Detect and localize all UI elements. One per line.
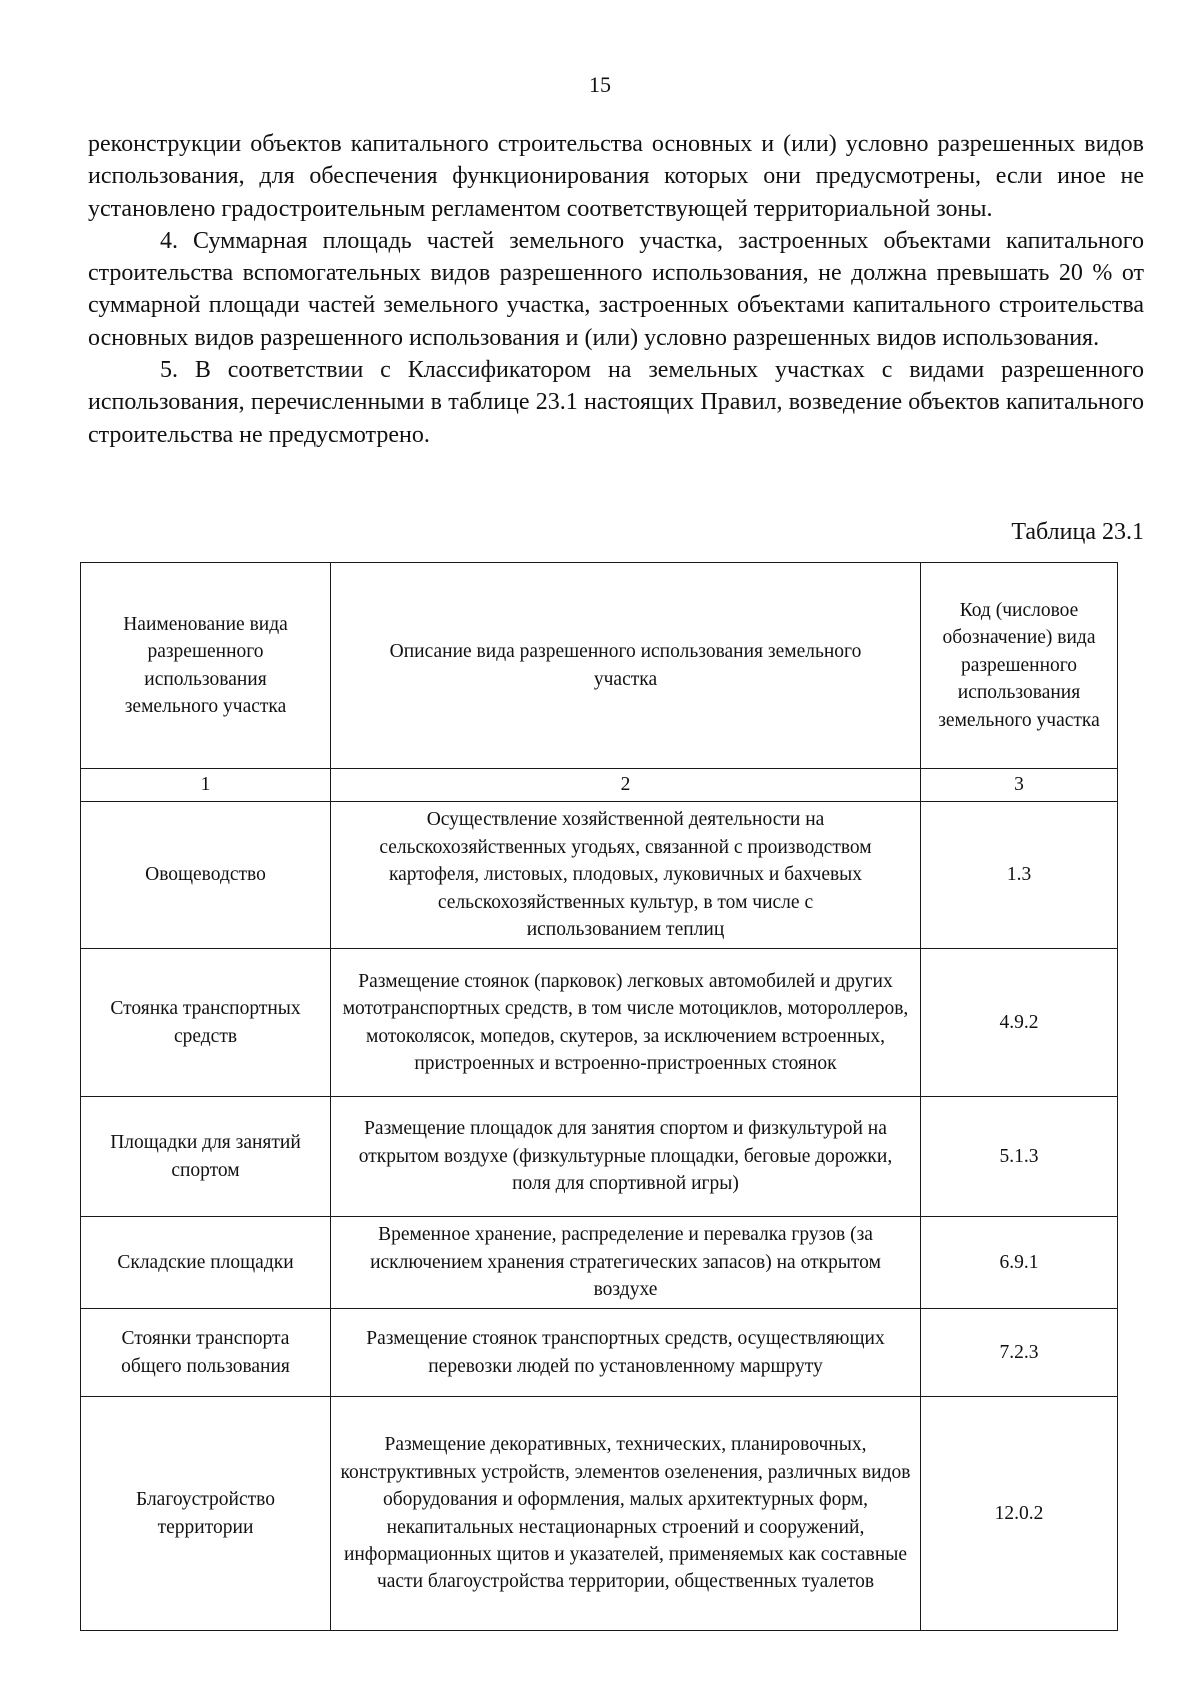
header-name-text: Наименование вида разрешенного использования земельного участка: [123, 613, 288, 717]
row-description-text: Временное хранение, распределение и перевалка грузов (за исключением хранения стратегических запасов) на открытом воздухе: [370, 1224, 881, 1301]
row-name: [81, 1097, 331, 1217]
header-code-text: Код (числовое обозначение) вида разрешенного использования земельного участка: [938, 599, 1100, 731]
header-description: [331, 563, 921, 769]
paragraph-item-4: 4. Суммарная площадь частей земельного участка, застроенных объектами капитального строительства вспомогательных видов разрешенного использования, не должна превышать 20 % от суммарной площади частей земельного участка, застроенных объектами капитального строительства основных видов разрешенного использования и (или) условно разрешенных видов использования.: [88, 227, 1144, 351]
row-description-text: Размещение площадок для занятия спортом и физкультурой на открытом воздухе (физкультурные площадки, беговые дорожки, поля для спортивной игры): [358, 1118, 893, 1195]
table-header-row: [81, 563, 1118, 769]
row-description-text: Размещение стоянок (парковок) легковых автомобилей и других мототранспортных средств, в том числе мотоциклов, мотороллеров, мотоколясок, мопедов, скутеров, за исключением встроенных, пристроенных и встроенно-пристроенных стоянок: [342, 970, 909, 1074]
row-name: [81, 1309, 331, 1397]
row-description: [331, 949, 921, 1097]
row-name: Овощеводство: [81, 802, 331, 949]
column-number: 2: [331, 769, 921, 802]
table-row: [81, 1309, 1118, 1397]
row-description-text: Размещение стоянок транспортных средств, осуществляющих перевозки людей по установленному маршруту: [366, 1328, 885, 1377]
row-description-text: Осуществление хозяйственной деятельности на сельскохозяйственных угодьях, связанной с производством картофеля, листовых, плодовых, луковичных и бахчевых сельскохозяйственных культур, в том числе с использованием теплиц: [379, 809, 872, 941]
row-description: [331, 1217, 921, 1309]
row-name: [81, 1397, 331, 1631]
row-name-text: Площадки для занятий спортом: [110, 1132, 301, 1181]
row-name-text: Благоустройство территории: [136, 1489, 275, 1538]
row-code: 5.1.3: [921, 1097, 1118, 1217]
page-number: 15: [589, 72, 611, 97]
row-code: 4.9.2: [921, 949, 1118, 1097]
header-name: [81, 563, 331, 769]
land-use-table: [80, 562, 1118, 1631]
table-row: [81, 1097, 1118, 1217]
header-description-text: Описание вида разрешенного использования земельного участка: [389, 641, 862, 690]
column-number: 3: [921, 769, 1118, 802]
row-description-text: Размещение декоративных, технических, планировочных, конструктивных устройств, элементов озеленения, различных видов оборудования и оформления, малых архитектурных форм, некапитальных нестационарных строений и сооружений, информационных щитов и указателей, применяемых как составные части благоустройства территории, общественных туалетов: [340, 1434, 911, 1593]
row-name: Складские площадки: [81, 1217, 331, 1309]
row-name-text: Стоянка транспортных средств: [110, 998, 301, 1047]
row-description: [331, 1097, 921, 1217]
row-code: 1.3: [921, 802, 1118, 949]
row-code: 12.0.2: [921, 1397, 1118, 1631]
header-code: [921, 563, 1118, 769]
body-text: [88, 128, 1144, 451]
paragraph-continuation: реконструкции объектов капитального строительства основных и (или) условно разрешенных видов использования, для обеспечения функционирования которых они предусмотрены, если иное не установлено градостроительным регламентом соответствующей территориальной зоны.: [88, 131, 1144, 222]
row-name: [81, 949, 331, 1097]
row-description: [331, 802, 921, 949]
table-row: [81, 949, 1118, 1097]
row-code: 6.9.1: [921, 1217, 1118, 1309]
row-code: 7.2.3: [921, 1309, 1118, 1397]
table-row: [81, 802, 1118, 949]
column-number: 1: [81, 769, 331, 802]
row-description: [331, 1309, 921, 1397]
table-row: [81, 1397, 1118, 1631]
row-description: [331, 1397, 921, 1631]
paragraph-item-5: 5. В соответствии с Классификатором на земельных участках с видами разрешенного использования, перечисленными в таблице 23.1 настоящих Правил, возведение объектов капитального строительства не предусмотрено.: [88, 357, 1144, 448]
row-name-text: Стоянки транспорта общего пользования: [121, 1328, 290, 1377]
column-number-row: [81, 769, 1118, 802]
table-row: [81, 1217, 1118, 1309]
table-caption: Таблица 23.1: [1011, 519, 1144, 545]
